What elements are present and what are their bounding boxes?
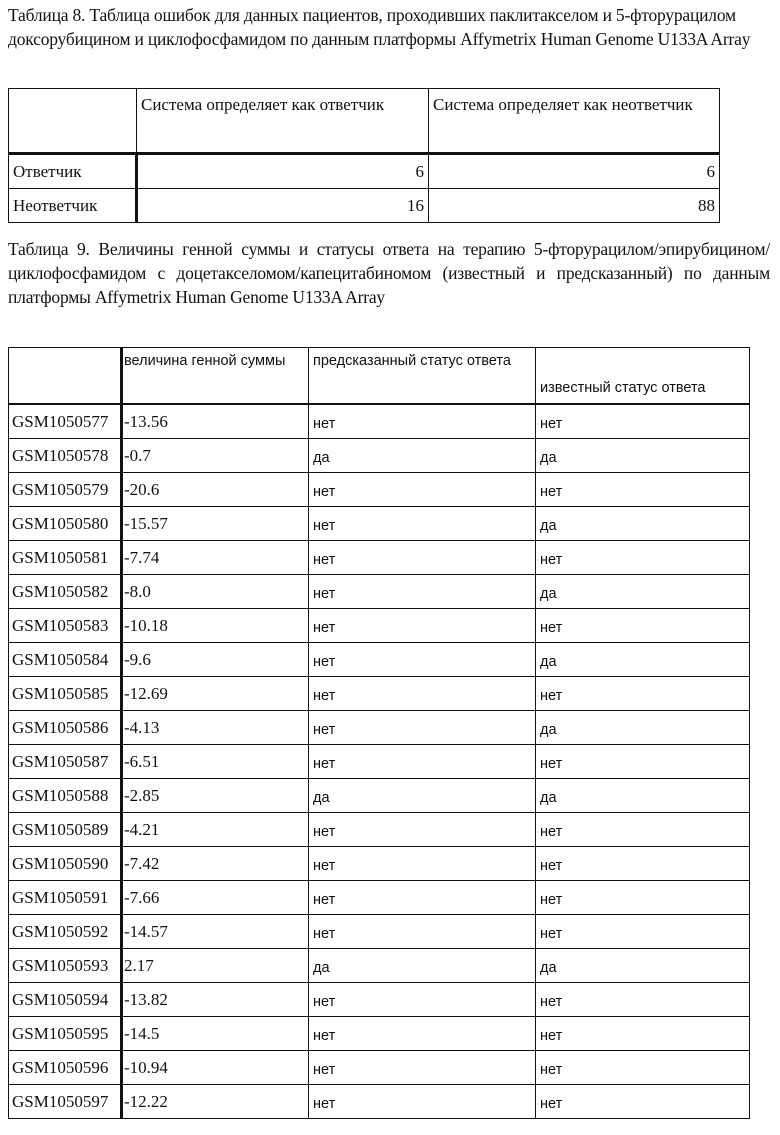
known-status-cell (536, 881, 750, 915)
sample-id-cell (9, 677, 122, 711)
gene-sum-cell (122, 1017, 309, 1051)
sample-id-cell-text: GSM1050585 (12, 684, 108, 703)
header-cell-predicted-nonresponder: Система определяет как неответчик (429, 89, 720, 154)
predicted-status-cell-text: нет (313, 654, 335, 670)
predicted-status-cell (309, 745, 536, 779)
table-row (9, 745, 750, 779)
predicted-status-cell-text: нет (313, 1062, 335, 1078)
sample-id-cell (9, 1017, 122, 1051)
predicted-status-cell-text: нет (313, 1096, 335, 1112)
sample-id-cell-text: GSM1050586 (12, 718, 108, 737)
known-status-cell (536, 439, 750, 473)
sample-id-cell (9, 473, 122, 507)
known-status-cell (536, 745, 750, 779)
known-status-cell-text: да (540, 722, 557, 738)
table-row (9, 404, 750, 439)
sample-id-cell-text: GSM1050595 (12, 1024, 108, 1043)
predicted-status-cell (309, 1085, 536, 1119)
known-status-cell-text: да (540, 586, 557, 602)
predicted-status-cell (309, 1017, 536, 1051)
sample-id-cell (9, 609, 122, 643)
sample-id-cell-text: GSM1050597 (12, 1092, 108, 1111)
predicted-status-cell (309, 915, 536, 949)
predicted-status-cell-text: да (313, 790, 330, 806)
gene-sum-cell (122, 677, 309, 711)
gene-sum-cell-text: -15.57 (124, 514, 168, 533)
known-status-cell (536, 643, 750, 677)
gene-sum-cell (122, 779, 309, 813)
sample-id-cell (9, 983, 122, 1017)
sample-id-cell (9, 745, 122, 779)
gene-sum-cell-text: -10.18 (124, 616, 168, 635)
known-status-cell-text: нет (540, 484, 562, 500)
table-row (9, 189, 720, 223)
sample-id-cell-text: GSM1050582 (12, 582, 108, 601)
row-label: Неответчик (9, 189, 137, 223)
known-status-cell-text: нет (540, 858, 562, 874)
known-status-cell (536, 949, 750, 983)
gene-sum-cell (122, 439, 309, 473)
sample-id-cell-text: GSM1050579 (12, 480, 108, 499)
known-status-cell-text: да (540, 960, 557, 976)
sample-id-cell-text: GSM1050592 (12, 922, 108, 941)
known-status-cell-text: нет (540, 1028, 562, 1044)
known-status-cell-text: нет (540, 1096, 562, 1112)
gene-sum-cell-text: -2.85 (124, 786, 159, 805)
table-row (9, 154, 720, 189)
table-row (9, 1017, 750, 1051)
gene-sum-cell-text: -4.13 (124, 718, 159, 737)
sample-id-cell (9, 507, 122, 541)
known-status-cell (536, 1017, 750, 1051)
predicted-status-cell-text: нет (313, 892, 335, 908)
known-status-cell (536, 711, 750, 745)
header-cell-empty (9, 348, 122, 405)
predicted-status-cell (309, 643, 536, 677)
gene-sum-cell (122, 1051, 309, 1085)
predicted-status-cell (309, 609, 536, 643)
table-row (9, 643, 750, 677)
sample-id-cell (9, 643, 122, 677)
predicted-status-cell (309, 404, 536, 439)
gene-sum-cell (122, 1085, 309, 1119)
predicted-status-cell-text: нет (313, 518, 335, 534)
gene-sum-cell-text: -9.6 (124, 650, 151, 669)
predicted-status-cell-text: нет (313, 552, 335, 568)
table-row (9, 813, 750, 847)
sample-id-cell (9, 915, 122, 949)
known-status-cell-text: да (540, 790, 557, 806)
gene-sum-cell (122, 575, 309, 609)
known-status-cell (536, 609, 750, 643)
table-row (9, 949, 750, 983)
sample-id-cell (9, 439, 122, 473)
predicted-status-cell-text: нет (313, 620, 335, 636)
sample-id-cell (9, 541, 122, 575)
gene-sum-cell (122, 949, 309, 983)
table-row (9, 983, 750, 1017)
known-status-cell (536, 983, 750, 1017)
gene-sum-cell (122, 881, 309, 915)
table-row (9, 915, 750, 949)
sample-id-cell-text: GSM1050593 (12, 956, 108, 975)
predicted-status-cell-text: нет (313, 994, 335, 1010)
known-status-cell (536, 473, 750, 507)
known-status-cell-text: нет (540, 688, 562, 704)
known-status-cell-text: нет (540, 552, 562, 568)
header-cell-known-status: известный статус ответа (536, 348, 750, 405)
gene-sum-cell-text: -12.69 (124, 684, 168, 703)
known-status-cell-text: нет (540, 824, 562, 840)
sample-id-cell-text: GSM1050583 (12, 616, 108, 635)
gene-sum-cell-text: -13.82 (124, 990, 168, 1009)
predicted-status-cell-text: нет (313, 688, 335, 704)
sample-id-cell-text: GSM1050588 (12, 786, 108, 805)
known-status-cell (536, 507, 750, 541)
gene-sum-cell-text: -10.94 (124, 1058, 168, 1077)
known-status-cell-text: нет (540, 994, 562, 1010)
known-status-cell (536, 915, 750, 949)
gene-sum-cell (122, 404, 309, 439)
known-status-cell-text: нет (540, 416, 562, 432)
predicted-status-cell (309, 949, 536, 983)
gene-sum-cell (122, 507, 309, 541)
predicted-status-cell (309, 813, 536, 847)
sample-id-cell (9, 575, 122, 609)
sample-id-cell (9, 881, 122, 915)
gene-sum-cell (122, 847, 309, 881)
sample-id-cell (9, 847, 122, 881)
known-status-cell (536, 779, 750, 813)
cell-value: 88 (429, 189, 720, 223)
predicted-status-cell-text: нет (313, 926, 335, 942)
sample-id-cell-text: GSM1050581 (12, 548, 108, 567)
header-cell-empty (9, 89, 137, 154)
gene-sum-cell (122, 643, 309, 677)
gene-sum-cell-text: -0.7 (124, 446, 151, 465)
table-header-row (9, 348, 750, 405)
sample-id-cell (9, 949, 122, 983)
predicted-status-cell-text: да (313, 450, 330, 466)
gene-sum-cell-text: -8.0 (124, 582, 151, 601)
known-status-cell-text: да (540, 654, 557, 670)
sample-id-cell-text: GSM1050587 (12, 752, 108, 771)
sample-id-cell (9, 813, 122, 847)
predicted-status-cell (309, 473, 536, 507)
known-status-cell (536, 541, 750, 575)
gene-sum-cell-text: -14.57 (124, 922, 168, 941)
sample-id-cell-text: GSM1050590 (12, 854, 108, 873)
table-row (9, 507, 750, 541)
table-row (9, 677, 750, 711)
known-status-cell-text: нет (540, 926, 562, 942)
known-status-cell (536, 1085, 750, 1119)
predicted-status-cell (309, 575, 536, 609)
sample-id-cell (9, 1085, 122, 1119)
known-status-cell-text: нет (540, 620, 562, 636)
known-status-cell-text: да (540, 518, 557, 534)
sample-id-cell-text: GSM1050594 (12, 990, 108, 1009)
gene-sum-cell-text: -14.5 (124, 1024, 159, 1043)
predicted-status-cell-text: да (313, 960, 330, 976)
sample-id-cell (9, 711, 122, 745)
predicted-status-cell-text: нет (313, 824, 335, 840)
known-status-cell (536, 677, 750, 711)
gene-sum-cell-text: -6.51 (124, 752, 159, 771)
predicted-status-cell-text: нет (313, 586, 335, 602)
gene-sum-cell-text: -4.21 (124, 820, 159, 839)
table-row (9, 711, 750, 745)
cell-value: 16 (137, 189, 429, 223)
predicted-status-cell (309, 779, 536, 813)
sample-id-cell-text: GSM1050578 (12, 446, 108, 465)
table-row (9, 1085, 750, 1119)
predicted-status-cell-text: нет (313, 484, 335, 500)
known-status-cell-text: да (540, 450, 557, 466)
predicted-status-cell (309, 711, 536, 745)
sample-id-cell-text: GSM1050591 (12, 888, 108, 907)
predicted-status-cell-text: нет (313, 722, 335, 738)
known-status-cell (536, 404, 750, 439)
gene-sum-cell-text: -7.74 (124, 548, 159, 567)
known-status-cell (536, 575, 750, 609)
known-status-cell-text: нет (540, 1062, 562, 1078)
known-status-cell-text: нет (540, 756, 562, 772)
table-row (9, 473, 750, 507)
predicted-status-cell (309, 1051, 536, 1085)
predicted-status-cell-text: нет (313, 1028, 335, 1044)
gene-sum-cell (122, 915, 309, 949)
table-8-caption: Таблица 8. Таблица ошибок для данных пациентов, проходивших паклитакселом и 5-фторурацилом доксорубицином и циклофосфамидом по данным платформы Affymetrix Human Genome U133A Array (8, 3, 770, 51)
table-row (9, 541, 750, 575)
table-row (9, 575, 750, 609)
row-label: Ответчик (9, 154, 137, 189)
table-row (9, 1051, 750, 1085)
predicted-status-cell-text: нет (313, 416, 335, 432)
table-row (9, 847, 750, 881)
known-status-cell (536, 847, 750, 881)
gene-sum-cell (122, 711, 309, 745)
table-row (9, 439, 750, 473)
gene-sum-cell (122, 609, 309, 643)
known-status-cell (536, 813, 750, 847)
table-9-caption: Таблица 9. Величины генной суммы и статусы ответа на терапию 5-фторурацилом/эпирубицином/циклофосфамидом с доцетакселомом/капецитабиномом (известный и предсказанный) по данным платформы Affymetrix Human Genome U133A Array (8, 237, 770, 309)
predicted-status-cell (309, 541, 536, 575)
gene-sum-cell-text: -7.66 (124, 888, 159, 907)
gene-sum-cell (122, 983, 309, 1017)
known-status-cell-text: нет (540, 892, 562, 908)
predicted-status-cell (309, 881, 536, 915)
gene-sum-cell-text: -20.6 (124, 480, 159, 499)
header-cell-predicted-status: предсказанный статус ответа (309, 348, 536, 405)
table-header-row (9, 89, 720, 154)
gene-sum-cell-text: -13.56 (124, 412, 168, 431)
table-row (9, 779, 750, 813)
sample-id-cell-text: GSM1050577 (12, 412, 108, 431)
gene-sum-cell (122, 473, 309, 507)
gene-sum-cell-text: 2.17 (124, 956, 154, 975)
gene-sum-cell (122, 541, 309, 575)
predicted-status-cell (309, 847, 536, 881)
sample-id-cell-text: GSM1050596 (12, 1058, 108, 1077)
gene-sum-table (8, 347, 750, 1119)
sample-id-cell-text: GSM1050589 (12, 820, 108, 839)
header-cell-gene-sum: величина генной суммы (122, 348, 309, 405)
sample-id-cell-text: GSM1050584 (12, 650, 108, 669)
gene-sum-cell-text: -7.42 (124, 854, 159, 873)
gene-sum-cell (122, 745, 309, 779)
predicted-status-cell (309, 677, 536, 711)
header-cell-predicted-responder: Система определяет как ответчик (137, 89, 429, 154)
predicted-status-cell (309, 439, 536, 473)
cell-value: 6 (429, 154, 720, 189)
cell-value: 6 (137, 154, 429, 189)
table-row (9, 881, 750, 915)
sample-id-cell (9, 404, 122, 439)
table-row (9, 609, 750, 643)
known-status-cell (536, 1051, 750, 1085)
sample-id-cell (9, 1051, 122, 1085)
predicted-status-cell (309, 983, 536, 1017)
gene-sum-cell (122, 813, 309, 847)
sample-id-cell (9, 779, 122, 813)
gene-sum-cell-text: -12.22 (124, 1092, 168, 1111)
error-table (8, 88, 720, 223)
predicted-status-cell-text: нет (313, 756, 335, 772)
sample-id-cell-text: GSM1050580 (12, 514, 108, 533)
predicted-status-cell (309, 507, 536, 541)
predicted-status-cell-text: нет (313, 858, 335, 874)
